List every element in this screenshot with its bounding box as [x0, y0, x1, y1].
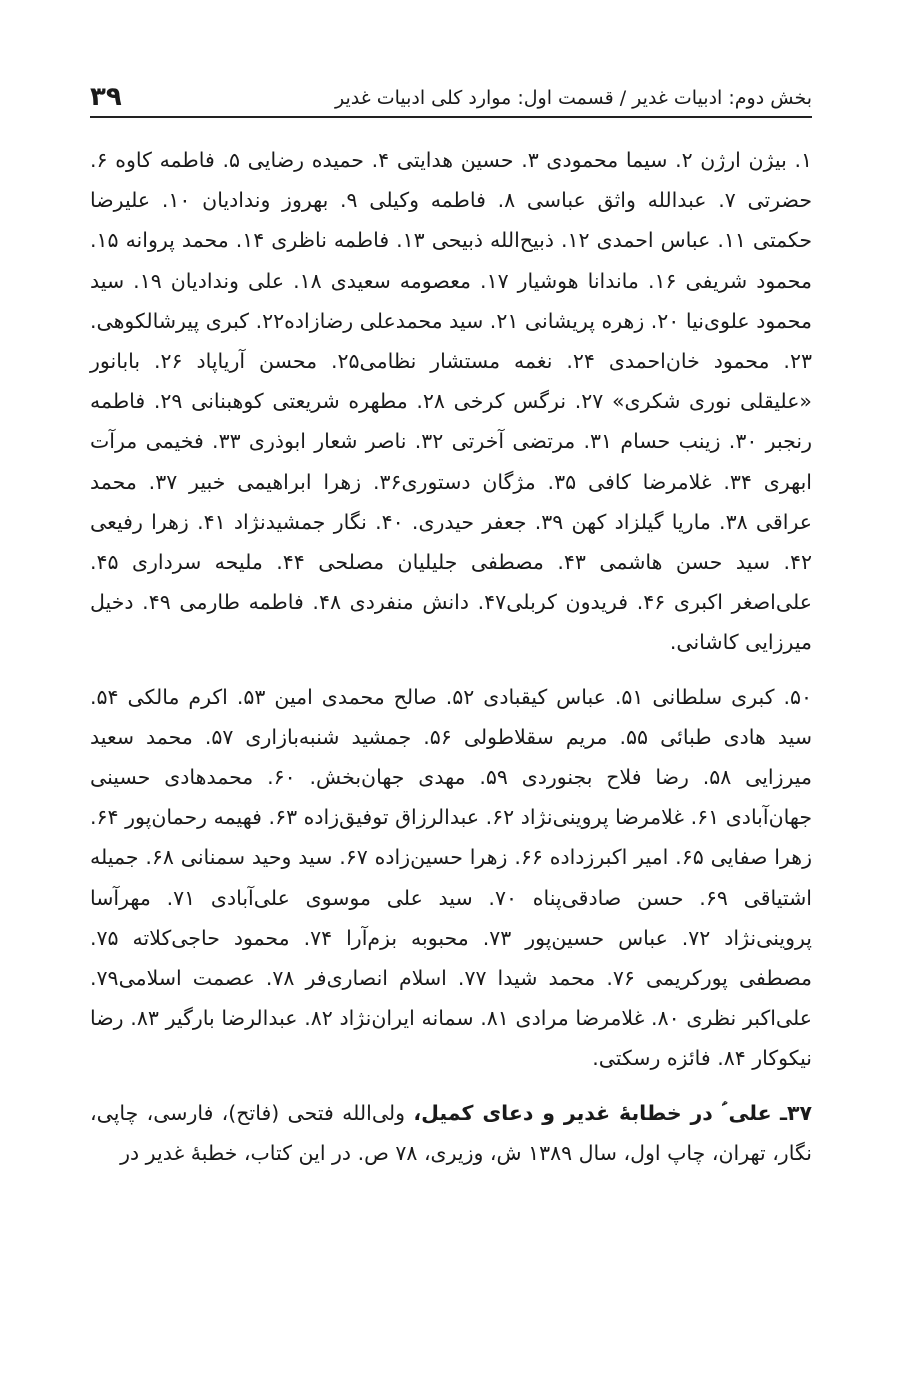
header-title: بخش دوم: ادبیات غدیر / قسمت اول: موارد کلی ادبیات غدیر	[334, 87, 812, 110]
body-text	[90, 140, 812, 1173]
running-header	[90, 60, 812, 118]
book-page	[90, 60, 812, 1187]
entry-text: ولی‌الله فتحی (فاتح)، فارسی، چاپی، نگار، تهران، چاپ اول، سال ۱۳۸۹ ش، وزیری، ۷۸ ص. در این کتاب، خطبهٔ غدیر در	[90, 1100, 812, 1165]
bibliography-entry	[90, 1093, 812, 1173]
paragraph-participants-1: ۱. بیژن ارژن ۲. سیما محمودی ۳. حسین هدایتی ۴. حمیده رضایی ۵. فاطمه کاوه ۶. حضرتی ۷. عبدالله واثق عباسی ۸. فاطمه وکیلی ۹. بهروز وندادیان ۱۰. علیرضا حکمتی ۱۱. عباس احمدی ۱۲. ذبیح‌الله ذبیحی ۱۳. فاطمه ناظری ۱۴. محمد پروانه ۱۵. محمود شریفی ۱۶. ماندانا هوشیار ۱۷. معصومه سعیدی ۱۸. علی وندادیان ۱۹. سید محمود علوی‌نیا ۲۰. زهره پریشانی ۲۱. سید محمدعلی رضازاده۲۲. کبری پیرشالکوهی. ۲۳. محمود خان‌احمدی ۲۴. نغمه مستشار نظامی۲۵. محسن آریاپاد ۲۶. بابانور «علیقلی نوری شکری» ۲۷. نرگس کرخی ۲۸. مطهره شریعتی کوهبنانی ۲۹. فاطمه رنجبر ۳۰. زینب حسام ۳۱. مرتضی آخرتی ۳۲. ناصر شعار ابوذری ۳۳. فخیمی مرآت ابهری ۳۴. غلامرضا کافی ۳۵. مژگان دستوری۳۶. زهرا ابراهیمی خبیر ۳۷. محمد عراقی ۳۸. ماریا گیلزاد کهن ۳۹. جعفر حیدری. ۴۰. نگار جمشیدنژاد ۴۱. زهرا رفیعی ۴۲. سید حسن هاشمی ۴۳. مصطفی جلیلیان مصلحی ۴۴. ملیحه سرداری ۴۵. علی‌اصغر اکبری ۴۶. فریدون کربلی۴۷. دانش منفردی ۴۸. فاطمه طارمی ۴۹. دخیل میرزایی کاشانی.	[90, 148, 813, 655]
entry-number: ۳۷ـ	[779, 1100, 812, 1125]
paragraph-participants-2: ۵۰. کبری سلطانی ۵۱. عباس کیقبادی ۵۲. صالح محمدی امین ۵۳. اکرم مالکی ۵۴. سید هادی طبائی ۵۵. مریم سقلاطولی ۵۶. جمشید شنبه‌بازاری ۵۷. محمد سعید میرزایی ۵۸. رضا فلاح بجنوردی ۵۹. مهدی جهان‌بخش. ۶۰. محمدهادی حسینی جهان‌آبادی ۶۱. غلامرضا پروینی‌نژاد ۶۲. عبدالرزاق توفیق‌زاده ۶۳. فهیمه رحمان‌پور ۶۴. زهرا صفایی ۶۵. امیر اکبرزداده ۶۶. زهرا حسین‌زاده ۶۷. سید وحید سمنانی ۶۸. جمیله اشتیاقی ۶۹. حسن صادقی‌پناه ۷۰. سید علی موسوی علی‌آبادی ۷۱. مهرآسا پروینی‌نژاد ۷۲. عباس حسین‌پور ۷۳. محبوبه بزم‌آرا ۷۴. محمود حاجی‌کلاته ۷۵. مصطفی پورکریمی ۷۶. محمد شیدا ۷۷. اسلام انصاری‌فر ۷۸. عصمت اسلامی۷۹. علی‌اکبر نظری ۸۰. غلامرضا مرادی ۸۱. سمانه ایران‌نژاد ۸۲. عبدالرضا بارگیر ۸۳. رضا نیکوکار ۸۴. فائزه رسکتی.	[90, 684, 813, 1071]
page-number: ۳۹	[90, 82, 122, 112]
entry-title: علی ؑ در خطابهٔ غدیر و دعای کمیل،	[413, 1100, 772, 1125]
